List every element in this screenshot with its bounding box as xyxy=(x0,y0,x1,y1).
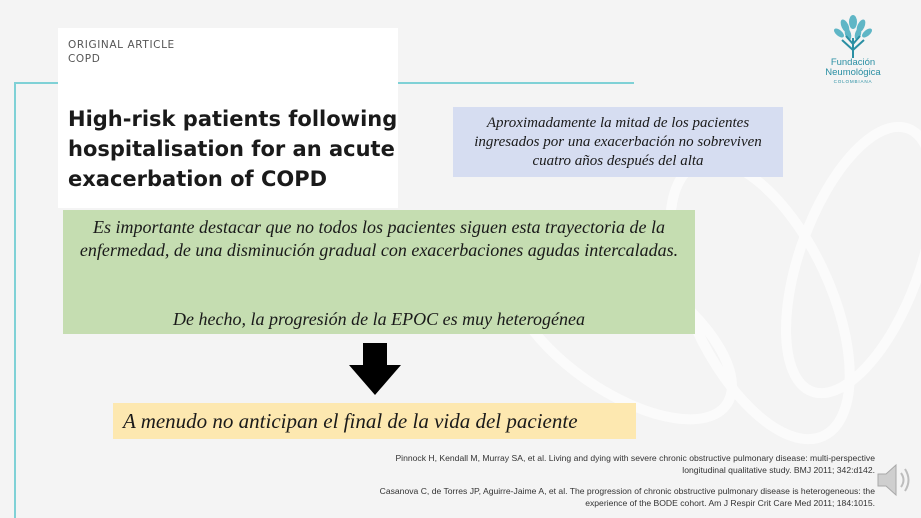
callout-heterogeneity-text: De hecho, la progresión de la EPOC es muy heterogénea xyxy=(173,309,585,329)
callout-end-of-life xyxy=(113,403,636,439)
callout-trajectory-text: Es importante destacar que no todos los pacientes siguen esta trayectoria de la enfermedad, de una disminución gradual con exacerbaciones agudas intercaladas. xyxy=(79,217,679,260)
references xyxy=(355,452,875,518)
article-header-image xyxy=(58,28,398,208)
callout-end-of-life-text: A menudo no anticipan el final de la vida del paciente xyxy=(123,409,578,433)
logo-line-3: COLOMBIANA xyxy=(833,79,873,84)
down-arrow-icon xyxy=(349,343,401,395)
tree-icon xyxy=(833,14,873,58)
logo-line-2: Neumológica xyxy=(825,67,881,78)
article-kicker xyxy=(68,38,175,66)
article-kicker-type: ORIGINAL ARTICLE xyxy=(68,39,175,51)
callout-survival-text: Aproximadamente la mitad de los pacientes ingresados por una exacerbación no sobreviven cuatro años después del alta xyxy=(474,114,762,169)
foundation-logo xyxy=(822,14,884,86)
reference-item: Casanova C, de Torres JP, Aguirre-Jaime A, et al. The progression of chronic obstructive pulmonary disease is heterogeneous: the experience of the BODE cohort. Am J Respir Crit Care Med 2011; 184:1015. xyxy=(379,486,875,508)
article-kicker-topic: COPD xyxy=(68,53,101,65)
reference-item: Pinnock H, Kendall M, Murray SA, et al. Living and dying with severe chronic obstructive pulmonary disease: multi-perspective longitudinal qualitative study. BMJ 2011; 342:d142. xyxy=(395,453,875,475)
callout-disease-trajectory xyxy=(63,210,695,334)
logo-line-1: Fundación xyxy=(830,57,876,68)
callout-survival-statistic xyxy=(453,107,783,177)
article-title: High-risk patients following hospitalisation for an acute exacerbation of COPD xyxy=(68,107,398,191)
accent-line-vertical xyxy=(14,82,16,518)
speaker-icon[interactable] xyxy=(872,460,916,500)
